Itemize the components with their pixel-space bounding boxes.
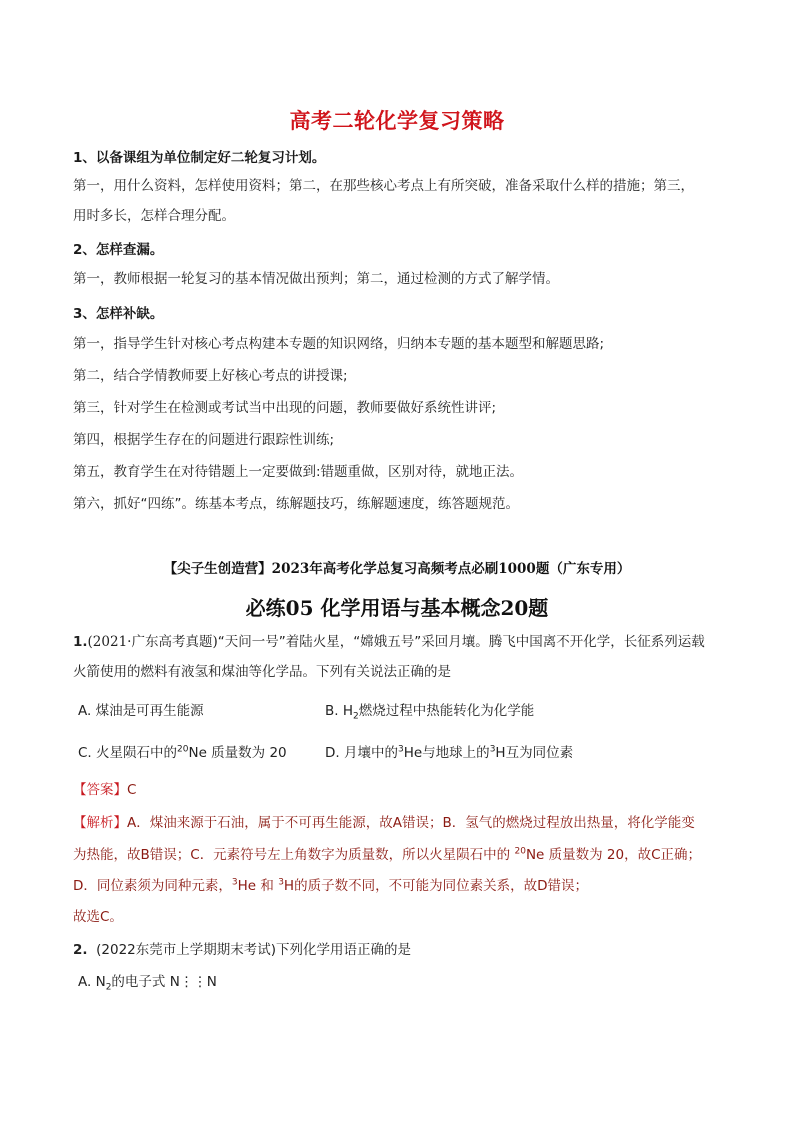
question-text: (2022东莞市上学期期末考试)下列化学用语正确的是 — [96, 942, 412, 958]
exercise-title: 必练05 化学用语与基本概念20题 — [245, 596, 549, 620]
option-d-middle: He与地球上的 — [403, 745, 490, 761]
option-d-superscript-2: 3 — [489, 744, 496, 755]
question-1-stem-line-1 — [73, 632, 705, 652]
option-d-text: H互为同位素 — [495, 745, 574, 761]
option-a-prefix: A. N — [78, 974, 106, 990]
analysis-text: 为热能，故B错误；C．元素符号左上角数字为质量数，所以火星陨石中的 — [73, 847, 515, 863]
series-title: 【尖子生创造营】2023年高考化学总复习高频考点必刷1000题（广东专用） — [163, 561, 631, 577]
answer-value: C — [127, 782, 137, 798]
question-2-option-a — [78, 972, 217, 992]
question-1-stem-line-2: 火箭使用的燃料有液氢和煤油等化学品。下列有关说法正确的是 — [73, 664, 451, 680]
list-item: 第一，指导学生针对核心考点构建本专题的知识网络，归纳本专题的基本题型和解题思路; — [73, 336, 605, 352]
option-d — [325, 743, 573, 763]
page-title: 高考二轮化学复习策略 — [289, 109, 505, 133]
question-number: 1. — [73, 634, 88, 650]
list-item: 第六，抓好“四练”。练基本考点，练解题技巧，练解题速度，练答题规范。 — [73, 496, 519, 512]
list-item: 第二，结合学情教师要上好核心考点的讲授课; — [73, 368, 348, 384]
section-heading-2: 2、怎样查漏。 — [73, 242, 164, 258]
question-text: “天问一号”着陆火星，“嫦娥五号”采回月壤。腾飞中国离不开化学，长征系列运载 — [217, 634, 705, 650]
answer-line — [73, 780, 136, 800]
option-a-text: 的电子式 N⋮⋮N — [111, 974, 217, 990]
analysis-text: Ne 质量数为 20，故C正确； — [525, 847, 702, 863]
paragraph-1-line-1: 第一，用什么资料，怎样使用资料；第二，在那些核心考点上有所突破，准备采取什么样的措施；第三， — [73, 178, 694, 194]
section-heading-1: 1、以备课组为单位制定好二轮复习计划。 — [73, 150, 326, 166]
list-item: 第五，教育学生在对待错题上一定要做到:错题重做，区别对待，就地正法。 — [73, 464, 524, 480]
analysis-text: He 和 — [237, 878, 279, 894]
answer-tag: 【答案】 — [73, 782, 127, 798]
analysis-superscript: 20 — [514, 846, 526, 857]
question-source: (2021·广东高考真题) — [87, 634, 218, 650]
option-a: A. 煤油是可再生能源 — [78, 703, 204, 719]
analysis-text: H的质子数不同，不可能为同位素关系，故D错误； — [283, 878, 588, 894]
option-d-prefix: D. 月壤中的 — [325, 745, 398, 761]
option-b-text: 燃烧过程中热能转化为化学能 — [358, 703, 535, 719]
option-c — [78, 743, 287, 763]
option-b — [325, 701, 534, 721]
option-b-subscript: 2 — [353, 711, 359, 722]
question-2-stem — [73, 940, 411, 960]
question-number: 2. — [73, 942, 88, 958]
list-item: 第四，根据学生存在的问题进行跟踪性训练; — [73, 432, 335, 448]
analysis-line-4: 故选C。 — [73, 909, 123, 925]
analysis-superscript: 3 — [278, 877, 284, 888]
analysis-text: D．同位素须为同种元素， — [73, 878, 232, 894]
option-b-prefix: B. H — [325, 703, 353, 719]
option-a-subscript: 2 — [105, 982, 112, 993]
option-c-text: Ne 质量数为 20 — [188, 745, 287, 761]
analysis-text: A．煤油来源于石油，属于不可再生能源，故A错误；B．氢气的燃烧过程放出热量，将化学能变 — [127, 815, 695, 831]
paragraph-2: 第一，教师根据一轮复习的基本情况做出预判；第二，通过检测的方式了解学情。 — [73, 271, 559, 287]
list-item: 第三，针对学生在检测或考试当中出现的问题，教师要做好系统性讲评; — [73, 400, 497, 416]
option-c-prefix: C. 火星陨石中的 — [78, 745, 178, 761]
section-heading-3: 3、怎样补缺。 — [73, 306, 164, 322]
paragraph-1-line-2: 用时多长，怎样合理分配。 — [73, 208, 235, 224]
analysis-line-2 — [73, 845, 701, 865]
analysis-line-3 — [73, 876, 588, 896]
option-d-superscript-1: 3 — [397, 744, 404, 755]
analysis-tag: 【解析】 — [73, 815, 127, 831]
analysis-superscript: 3 — [231, 877, 238, 888]
option-c-superscript: 20 — [177, 744, 189, 755]
analysis-line-1 — [73, 813, 695, 833]
